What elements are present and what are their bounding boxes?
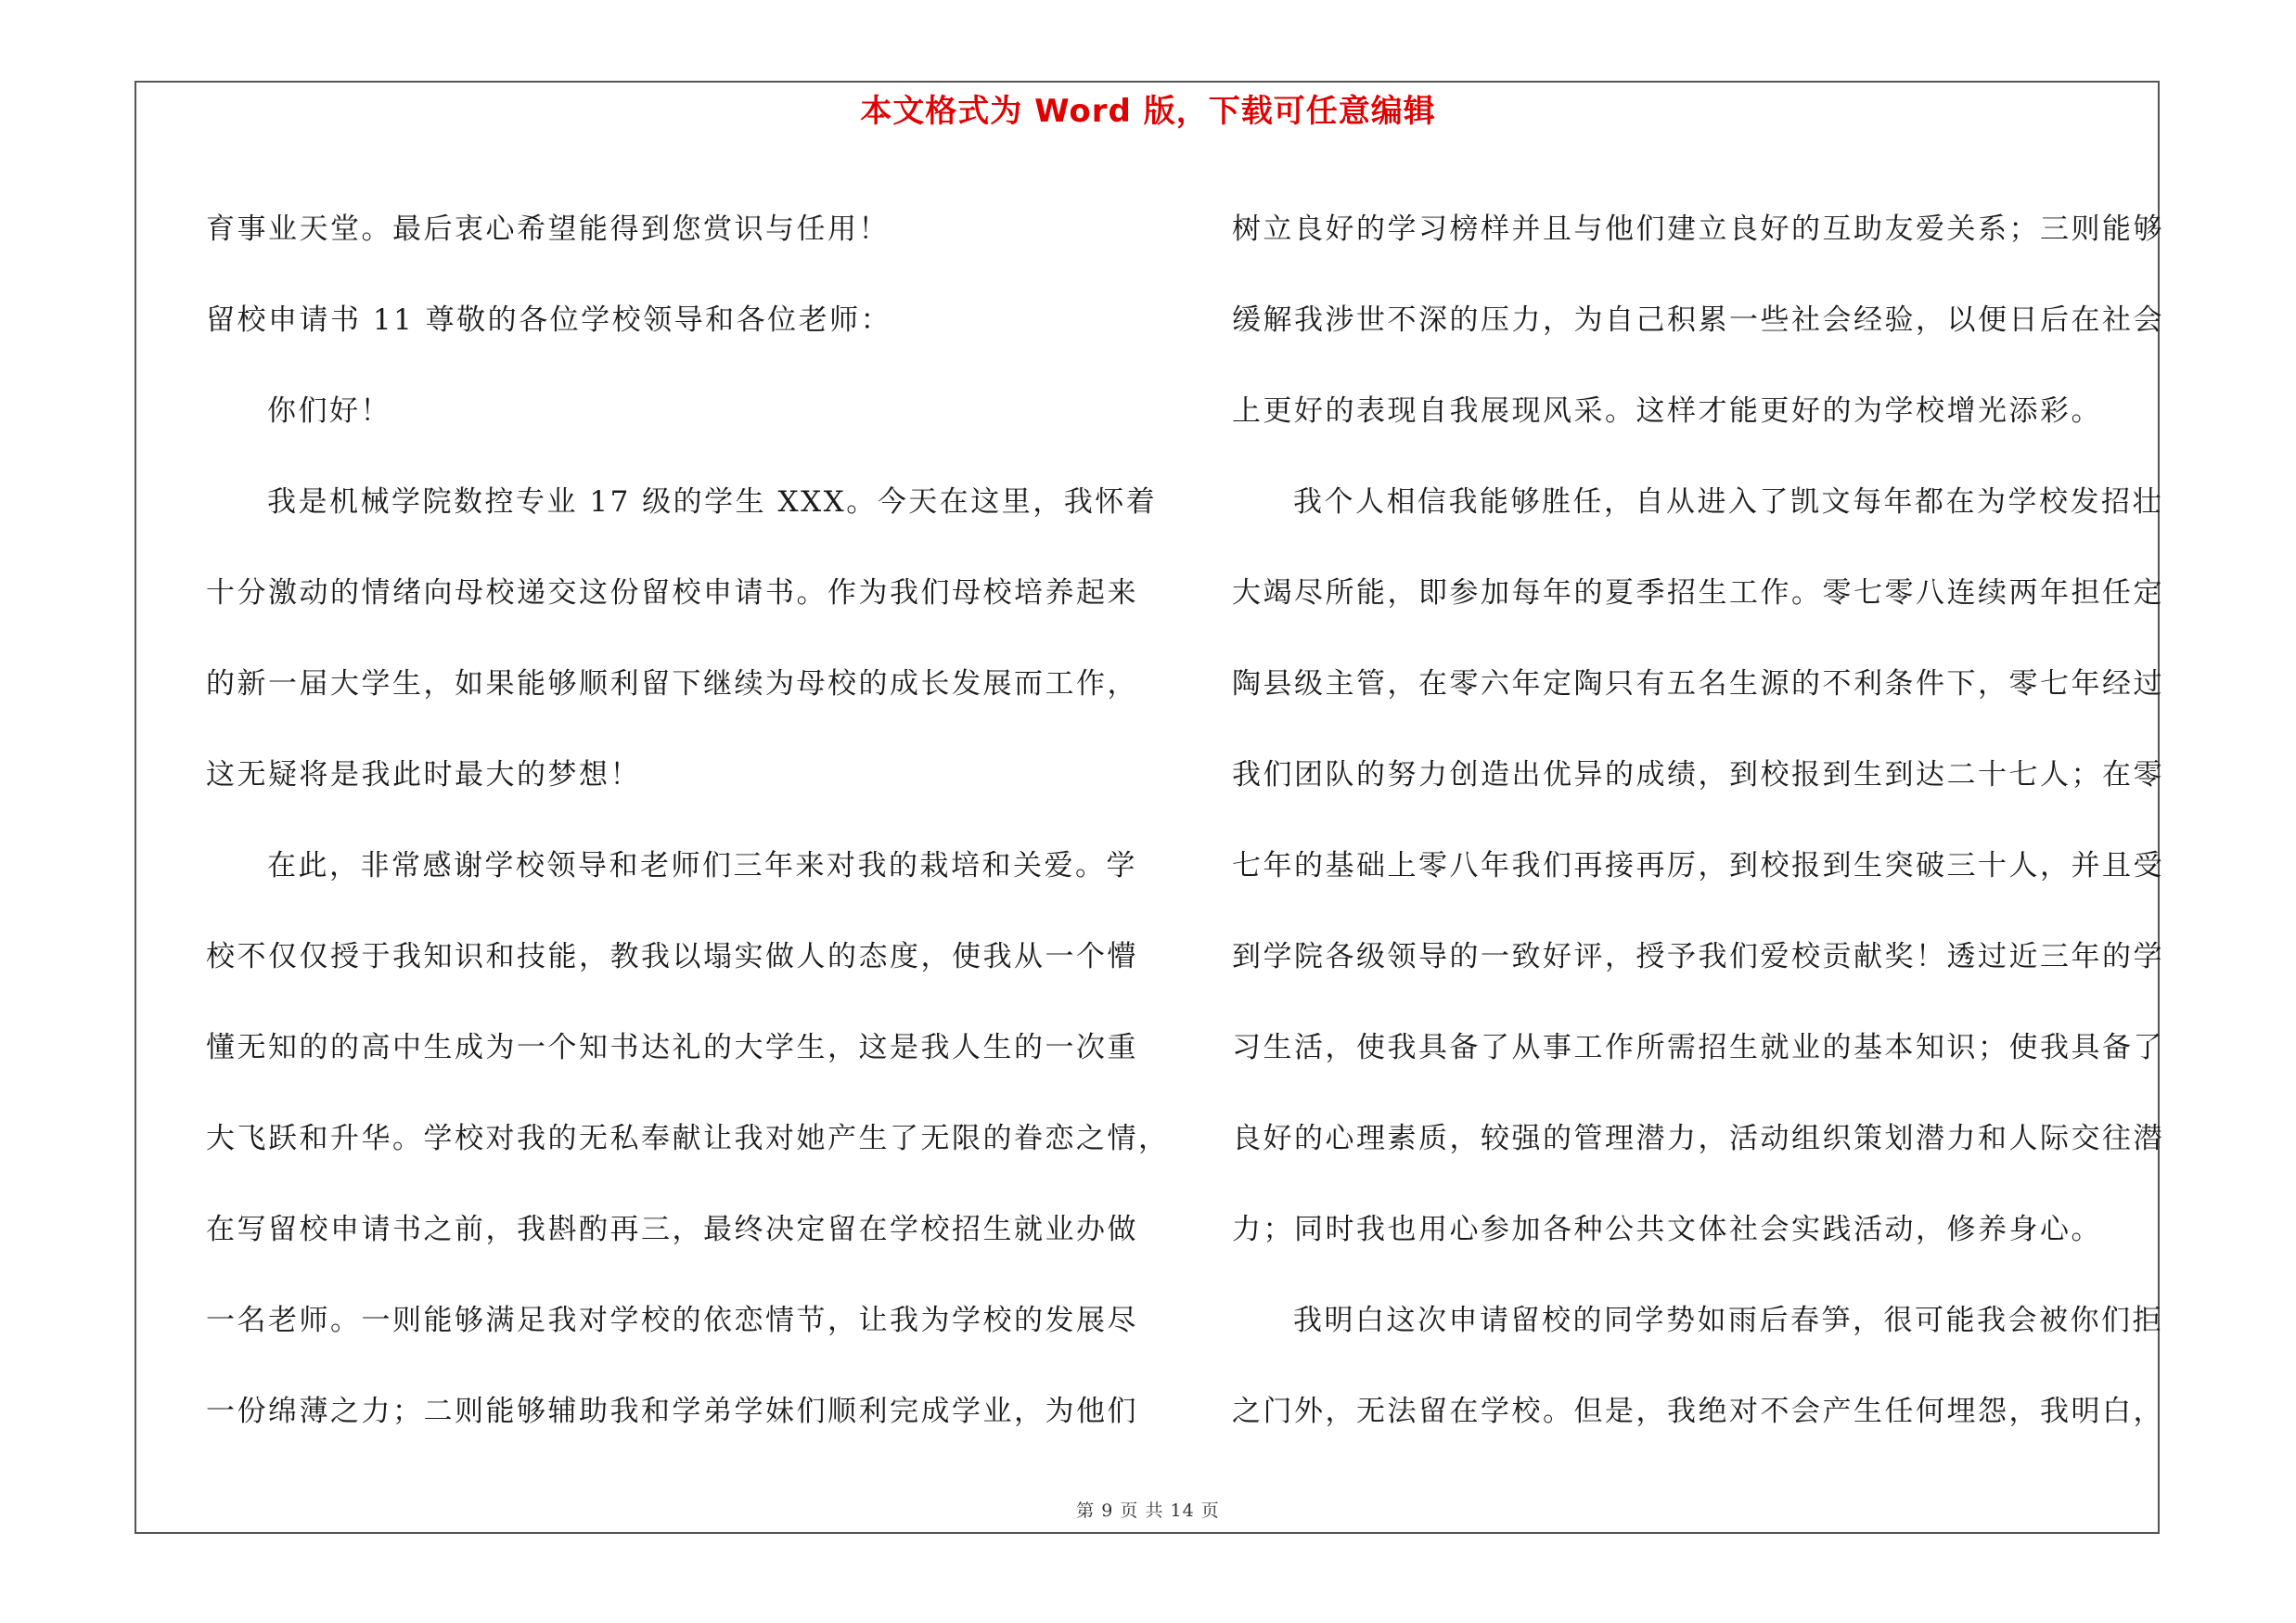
text-line: 习生活，使我具备了从事工作所需招生就业的基本知识；使我具备了 — [1232, 1031, 2164, 1064]
document-banner: 本文格式为 Word 版，下载可任意编辑 — [860, 93, 1436, 130]
text-line: 到学院各级领导的一致好评，授予我们爱校贡献奖！透过近三年的学 — [1232, 940, 2164, 973]
text-line: 陶县级主管，在零六年定陶只有五名生源的不利条件下，零七年经过 — [1232, 667, 2164, 701]
text-line: 校不仅仅授于我知识和技能，教我以塌实做人的态度，使我从一个懵 — [206, 940, 1138, 973]
text-line: 大竭尽所能，即参加每年的夏季招生工作。零七零八连续两年担任定 — [1232, 576, 2164, 610]
text-line: 良好的心理素质，较强的管理潜力，活动组织策划潜力和人际交往潜 — [1232, 1122, 2164, 1155]
text-line: 一份绵薄之力；二则能够辅助我和学弟学妹们顺利完成学业，为他们 — [206, 1395, 1138, 1428]
page-number-footer: 第 9 页 共 14 页 — [1076, 1501, 1220, 1521]
text-line: 的新一届大学生，如果能够顺利留下继续为母校的成长发展而工作， — [206, 667, 1138, 701]
text-line: 懂无知的的高中生成为一个知书达礼的大学生，这是我人生的一次重 — [206, 1031, 1138, 1064]
text-line: 你们好！ — [267, 394, 391, 428]
text-line: 大飞跃和升华。学校对我的无私奉献让我对她产生了无限的眷恋之情， — [206, 1122, 1170, 1155]
text-line: 留校申请书 11 尊敬的各位学校领导和各位老师： — [206, 303, 892, 337]
text-line: 上更好的表现自我展现风采。这样才能更好的为学校增光添彩。 — [1232, 394, 2102, 428]
left-column — [206, 184, 1170, 1457]
text-line: 在此，非常感谢学校领导和老师们三年来对我的栽培和关爱。学 — [267, 849, 1137, 882]
text-line: 缓解我涉世不深的压力，为自己积累一些社会经验，以便日后在社会 — [1232, 303, 2164, 337]
text-line: 这无疑将是我此时最大的梦想！ — [206, 758, 641, 792]
text-line: 之门外，无法留在学校。但是，我绝对不会产生任何埋怨，我明白， — [1232, 1395, 2164, 1428]
text-line: 七年的基础上零八年我们再接再厉，到校报到生突破三十人，并且受 — [1232, 849, 2164, 882]
text-line: 我明白这次申请留校的同学势如雨后春笋，很可能我会被你们拒 — [1293, 1304, 2163, 1337]
text-line: 十分激动的情绪向母校递交这份留校申请书。作为我们母校培养起来 — [206, 576, 1138, 610]
right-column — [1232, 184, 2164, 1457]
text-line: 我们团队的努力创造出优异的成绩，到校报到生到达二十七人；在零 — [1232, 758, 2164, 792]
text-line: 育事业天堂。最后衷心希望能得到您赏识与任用！ — [206, 213, 890, 246]
text-line: 我个人相信我能够胜任，自从进入了凯文每年都在为学校发招壮 — [1293, 485, 2163, 519]
text-line: 一名老师。一则能够满足我对学校的依恋情节，让我为学校的发展尽 — [206, 1304, 1138, 1337]
text-line: 在写留校申请书之前，我斟酌再三，最终决定留在学校招生就业办做 — [206, 1213, 1138, 1246]
text-line: 树立良好的学习榜样并且与他们建立良好的互助友爱关系；三则能够 — [1232, 213, 2164, 246]
text-line: 力；同时我也用心参加各种公共文体社会实践活动，修养身心。 — [1232, 1213, 2102, 1246]
text-line: 我是机械学院数控专业 17 级的学生 XXX。今天在这里，我怀着 — [267, 485, 1158, 519]
